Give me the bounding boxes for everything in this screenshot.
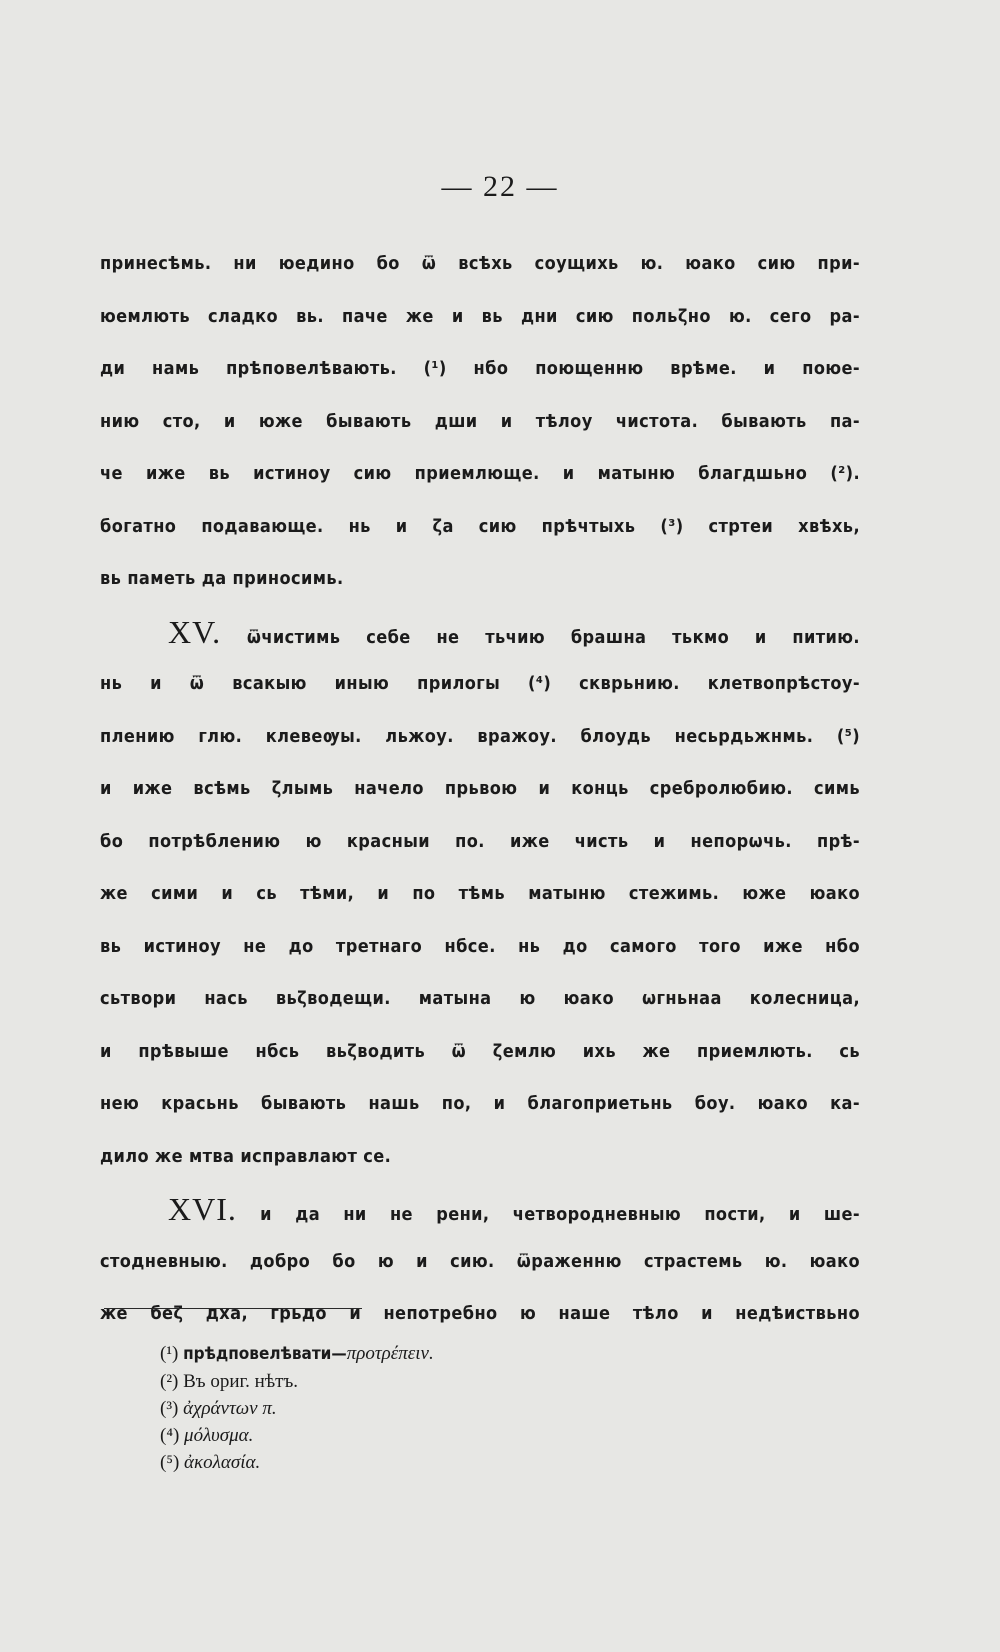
text-line: же беζ дха, грьдо и непотребно ю наше тѣло и недѣиствьно [100,1303,860,1324]
text-line: стодневныю. добро бо ю и сию. ѿраженню страстемь ю. юако [100,1250,860,1272]
section-number: XVI. [168,1191,237,1227]
footnote-4 [160,1422,434,1449]
section-first-line [100,1183,860,1236]
footnote-greek: προτρέπειν. [346,1343,434,1364]
text-line: же сими и сь тѣми, и по тѣмь матыню стежимь. юже юако [100,883,860,904]
footnote-3 [160,1395,434,1422]
footnote-greek: ἀκολασία. [184,1452,261,1473]
text-line: юемлють сладко вь. паче же и вь дни сию польζно ю. сего ра- [100,305,860,327]
footnote-mark: (²) [160,1371,179,1392]
text-line: ѿчистимь себе не тьчию брашна тькмо и питию. [246,626,860,648]
footnote-slavonic: прѣдповелѣвати— [183,1344,347,1364]
page-number: — 22 — [441,170,559,203]
text-line: ди намь прѣповелѣвають. (¹) нбо поющенню врѣме. и поюе- [100,358,860,379]
text-line: че иже вь истиноу сию приемлюще. и матыню благдшьно (²). [100,463,860,484]
footnote-mark: (¹) [160,1343,179,1364]
footnotes [160,1340,434,1476]
text-line: сьтвори нась вьζводещи. матына ю юако ѡгньнаа колесница, [100,988,860,1009]
text-line: вь истиноу не до третнаго нбсе. нь до самого того иже нбо [100,935,860,957]
text-line: и иже всѣмь ζлымь начело прьвою и конць сребролюбию. симь [100,778,860,799]
body-text [100,238,860,1341]
footnote-text: Въ ориг. нѣтъ. [183,1371,299,1392]
footnote-5 [160,1449,434,1476]
text-line: принесѣмь. ни юедино бо ѿ всѣхь соущихь ю. юако сию при- [100,253,860,274]
footnote-mark: (³) [160,1398,179,1419]
section-first-line [100,606,860,659]
section-number: XV. [168,613,222,650]
footnote-mark: (⁴) [160,1425,180,1446]
text-line: нь и ѿ всакыю иныю прилогы (⁴) скврьнию. клетвопрѣстоу- [100,673,860,694]
text-line: вь паметь да приносимь. [100,568,344,589]
text-line: богатно подавающе. нь и ζа сию прѣчтыхь (³) стртеи хвѣхь, [100,515,860,537]
footnote-1 [160,1340,434,1368]
text-line: и прѣвыше нбсь вьζводить ѿ ζемлю ихь же приемлють. сь [100,1040,860,1062]
text-line: плению глю. клевеѹы. льжоу. вражоу. блоудь несьрдьжнмь. (⁵) [100,725,860,747]
footnote-mark: (⁵) [160,1452,180,1473]
footnote-greek: μόλυσμα. [184,1425,254,1446]
text-line: и да ни не рени, четвородневныю пости, и ше- [260,1204,860,1225]
text-line: бо потрѣблению ю красныи по. иже чисть и непорѡчь. прѣ- [100,830,860,852]
text-line: дило же мтва исправлают се. [100,1145,392,1167]
footnote-greek: ἀχράντων π. [183,1398,277,1419]
footnote-2 [160,1368,434,1395]
text-line: нию сто, и юже бывають дши и тѣлоу чистота. бывають па- [100,410,860,432]
text-line: нею красьнь бывають нашь по, и благоприетьнь боу. юако ка- [100,1093,860,1114]
footnote-divider [104,1308,362,1309]
